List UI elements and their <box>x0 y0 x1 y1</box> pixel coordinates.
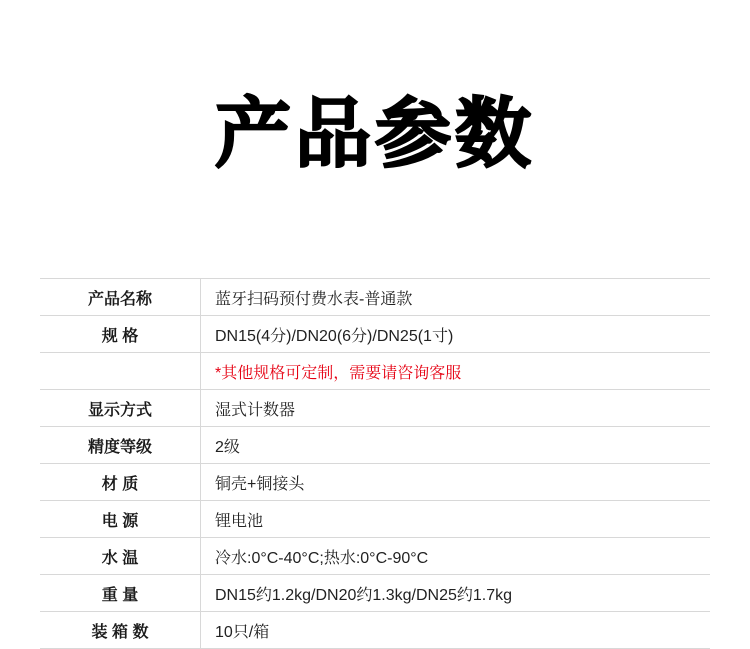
title-block <box>0 0 750 178</box>
spec-label: 产品名称 <box>40 279 201 316</box>
spec-value: DN15约1.2kg/DN20约1.3kg/DN25约1.7kg <box>201 575 711 612</box>
spec-label: 水 温 <box>40 538 201 575</box>
spec-table-body <box>40 279 710 649</box>
table-row <box>40 316 710 353</box>
spec-table <box>40 278 710 649</box>
spec-value: 铜壳+铜接头 <box>201 464 711 501</box>
spec-value: 锂电池 <box>201 501 711 538</box>
table-row <box>40 353 710 390</box>
table-row <box>40 279 710 316</box>
spec-value-note: *其他规格可定制，需要请咨询客服 <box>201 353 711 390</box>
spec-label: 电 源 <box>40 501 201 538</box>
spec-value: 10只/箱 <box>201 612 711 649</box>
spec-label: 显示方式 <box>40 390 201 427</box>
spec-value: 湿式计数器 <box>201 390 711 427</box>
spec-label: 重 量 <box>40 575 201 612</box>
spec-label: 规 格 <box>40 316 201 353</box>
spec-label: 材 质 <box>40 464 201 501</box>
spec-value: 2级 <box>201 427 711 464</box>
spec-value: DN15(4分)/DN20(6分)/DN25(1寸) <box>201 316 711 353</box>
spec-table-wrapper <box>40 278 710 649</box>
spec-value: 冷水:0°C-40°C;热水:0°C-90°C <box>201 538 711 575</box>
spec-label <box>40 353 201 390</box>
table-row <box>40 464 710 501</box>
table-row <box>40 501 710 538</box>
table-row <box>40 612 710 649</box>
spec-value: 蓝牙扫码预付费水表-普通款 <box>201 279 711 316</box>
table-row <box>40 427 710 464</box>
table-row <box>40 390 710 427</box>
spec-label: 装 箱 数 <box>40 612 201 649</box>
table-row <box>40 538 710 575</box>
page-title: 产品参数 <box>215 89 535 178</box>
spec-label: 精度等级 <box>40 427 201 464</box>
table-row <box>40 575 710 612</box>
